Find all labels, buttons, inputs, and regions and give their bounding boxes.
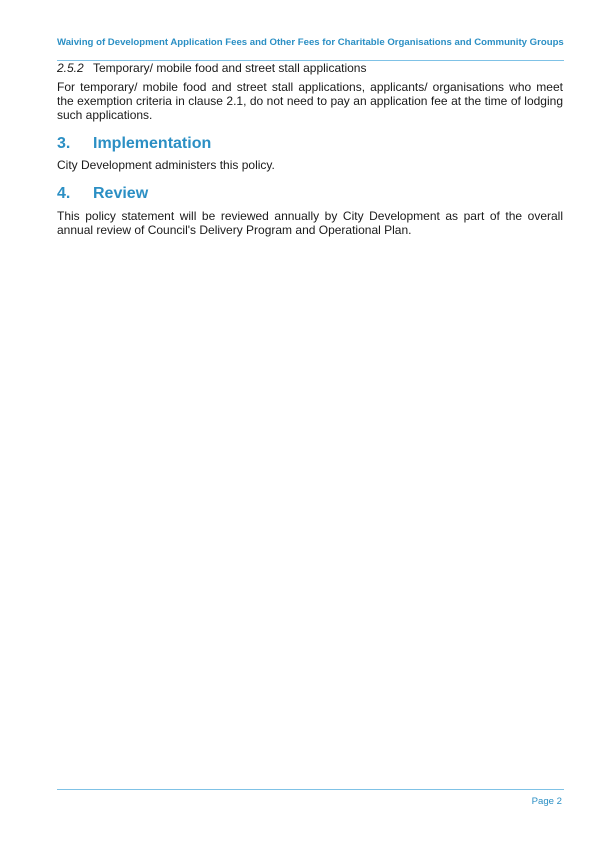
subsection-heading-2-5-2 xyxy=(57,61,564,76)
section-heading-implementation xyxy=(57,134,211,154)
section-heading-review xyxy=(57,184,148,204)
section-title: Implementation xyxy=(93,135,212,152)
page-number: Page 2 xyxy=(531,796,562,807)
implementation-body: City Development administers this policy. xyxy=(57,158,275,172)
section-number: 3. xyxy=(57,135,71,152)
section-title: Review xyxy=(93,185,149,202)
running-header-title: Waiving of Development Application Fees and Other Fees for Charitable Organisations and Community Groups xyxy=(57,37,564,48)
subsection-2-5-2-body: For temporary/ mobile food and street stall applications, applicants/ organisations who meet the exemption criteria in clause 2.1, do not need to pay an application fee at the time of lodging such applications. xyxy=(57,80,563,122)
footer-divider xyxy=(57,789,564,790)
section-number: 4. xyxy=(57,185,71,202)
review-body: This policy statement will be reviewed annually by City Development as part of the overall annual review of Council's Delivery Program and Operational Plan. xyxy=(57,209,563,237)
subsection-number: 2.5.2 xyxy=(57,61,84,75)
subsection-title: Temporary/ mobile food and street stall applications xyxy=(93,61,367,75)
